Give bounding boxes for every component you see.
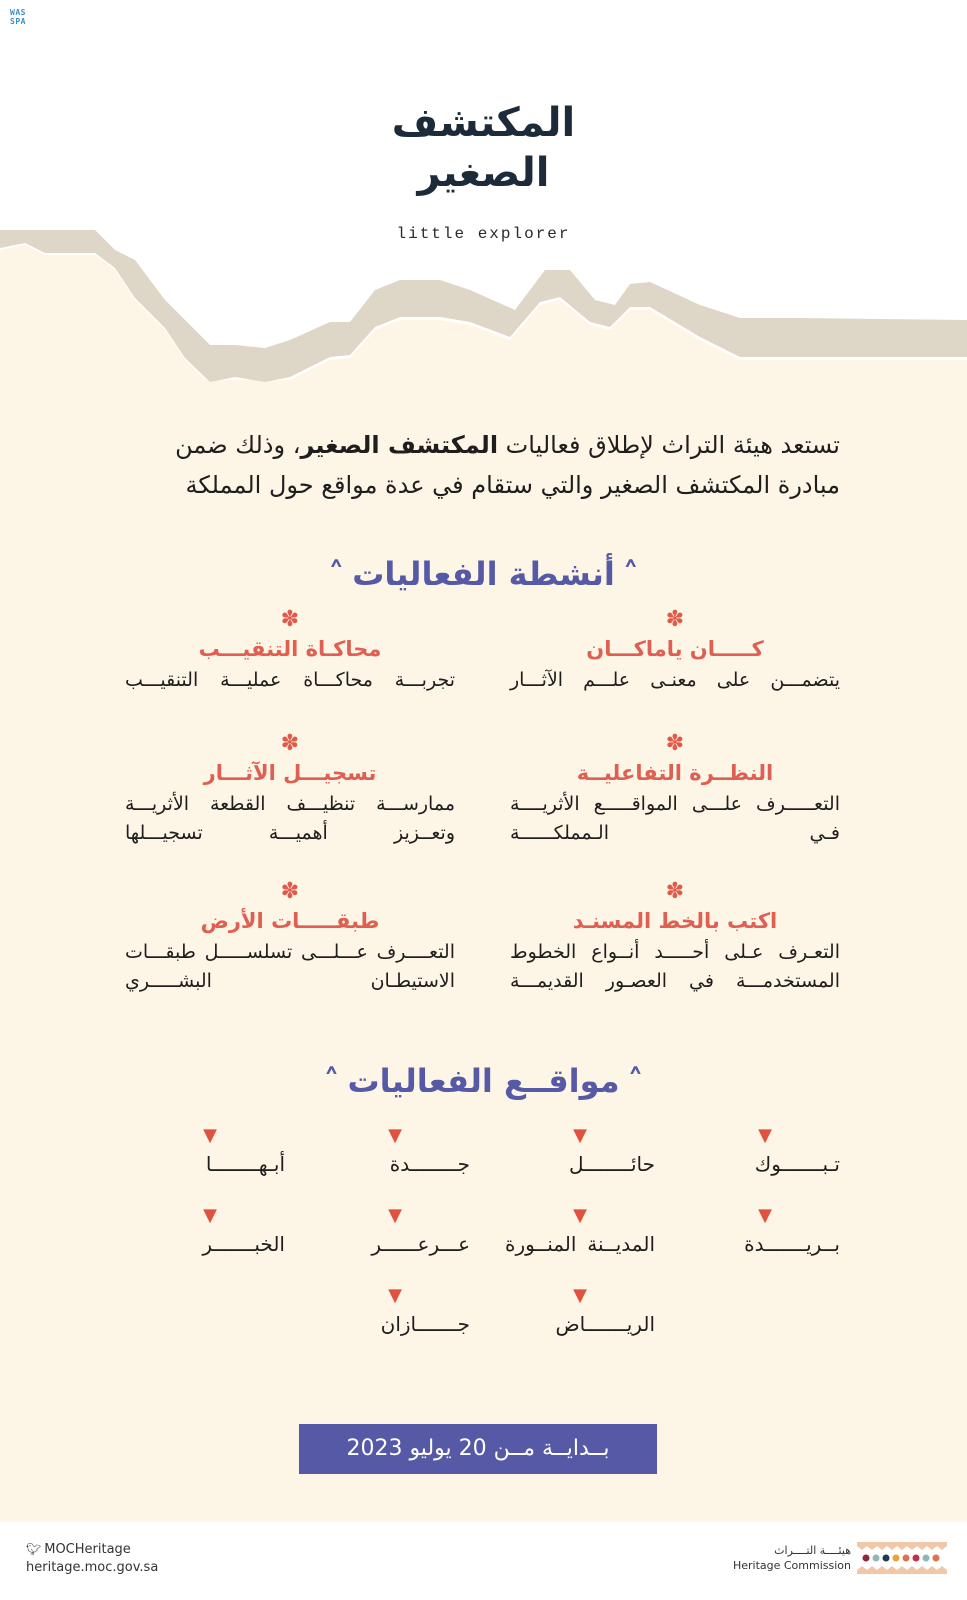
heritage-commission-brand [733, 1540, 947, 1576]
activity-item [125, 608, 455, 695]
activity-desc: التعـــــرف علـــى المواقـــــع الأثريــــة فـي الـمملكــــــة [510, 793, 840, 844]
activity-item [510, 608, 840, 695]
arrow-down-icon: ▼ [758, 1205, 772, 1226]
arrow-down-icon: ▼ [573, 1125, 587, 1146]
title-arabic-line2: الصغير [417, 150, 550, 196]
footer [0, 1522, 967, 1600]
location-item [320, 1125, 470, 1181]
location-item [505, 1205, 655, 1261]
ornament-icon: ˄ [622, 555, 639, 593]
arrow-down-icon: ▼ [573, 1285, 587, 1306]
city-name: أبـهــــــــا [205, 1152, 285, 1176]
city-name: المديــنة المنــورة [505, 1232, 655, 1256]
activity-name: اكتب بالخط المسنـد [572, 909, 778, 933]
title-english: little explorer [396, 225, 571, 243]
city-name: تـبـــــــوك [754, 1152, 840, 1176]
activity-name: تسجيـــل الآثـــار [203, 761, 377, 785]
org-name-english: Heritage Commission [732, 1559, 851, 1572]
flower-icon: ✽ [665, 731, 685, 756]
activity-item [510, 732, 840, 848]
city-name: عـــرعــــــر [371, 1232, 470, 1256]
start-date-banner: بــدايــة مــن 20 يوليو 2023 [299, 1424, 657, 1474]
ornament-icon: ˄ [323, 1062, 340, 1100]
city-name: الريـــــــاض [555, 1312, 655, 1336]
flower-icon: ✽ [280, 731, 300, 756]
arrow-down-icon: ▼ [573, 1205, 587, 1226]
location-item [690, 1125, 840, 1181]
activity-desc: يتضمـــن على معنـى علـــم الآثـــار [510, 669, 840, 691]
twitter-icon: 🐦︎ [26, 1542, 42, 1556]
city-name: حائــــــــل [568, 1152, 655, 1176]
location-item [320, 1285, 470, 1341]
ornament-icon: ˄ [627, 1062, 644, 1100]
location-item [690, 1205, 840, 1261]
activity-name: كـــــان ياماكـــان [586, 637, 764, 661]
activity-desc: تجربـــة محاكـــاة عمليـــة التنقيـــب [125, 669, 455, 691]
arrow-down-icon: ▼ [388, 1205, 402, 1226]
flower-icon: ✽ [280, 607, 300, 632]
activities-section-title [0, 555, 967, 593]
org-name-arabic: هيئــــة التــــراث [774, 1544, 851, 1557]
arrow-down-icon: ▼ [758, 1125, 772, 1146]
flower-icon: ✽ [280, 879, 300, 904]
heritage-commission-logo [857, 1540, 947, 1576]
arrow-down-icon: ▼ [203, 1205, 217, 1226]
activity-item [510, 880, 840, 996]
city-name: الخبـــــــر [202, 1232, 285, 1256]
flower-icon: ✽ [665, 607, 685, 632]
ornament-icon: ˄ [328, 555, 345, 593]
activity-desc: ممارســـة تنظيـــف القطعة الأثريـــة وتعــزيز أهميـــة تسجيـــلها [125, 793, 455, 844]
arrow-down-icon: ▼ [388, 1285, 402, 1306]
activity-item [125, 880, 455, 996]
activity-name: محاكـاة التنقيـــب [198, 637, 382, 661]
footer-contact [26, 1540, 158, 1577]
arrow-down-icon: ▼ [203, 1125, 217, 1146]
activity-desc: التعــــرف عـــلـــى تسلســـــل طبقـــات الاستيطـان البشـــــري [125, 941, 455, 992]
website-link[interactable]: heritage.moc.gov.sa [26, 1560, 159, 1575]
city-name: جـــــــازان [380, 1312, 470, 1336]
intro-text-bold: المكتشف الصغير [300, 431, 499, 459]
terrain-decoration [0, 230, 967, 390]
locations-title-text: مواقــع الفعاليات [347, 1062, 620, 1100]
activity-name: طبقـــــات الأرض [200, 909, 380, 933]
activity-name: النظــرة التفاعليــة [576, 761, 774, 785]
twitter-handle[interactable]: MOCHeritage [44, 1542, 131, 1557]
location-item [320, 1205, 470, 1261]
location-item [505, 1125, 655, 1181]
flower-icon: ✽ [665, 879, 685, 904]
city-name: جــــــــدة [389, 1152, 470, 1176]
activity-desc: التعـرف عـلى أحـــــد أنــواع الخطوط المستخدمـــة في العصـور القديمـــة [510, 941, 840, 992]
intro-text-after: ، وذلك ضمن مبادرة المكتشف الصغير والتي ستقام في عدة مواقع حول المملكة [175, 431, 840, 499]
location-item [505, 1285, 655, 1341]
title-arabic-line1: المكتشف [391, 100, 576, 146]
locations-section-title [0, 1062, 967, 1100]
activities-title-text: أنشطة الفعاليات [352, 555, 615, 593]
activity-item [125, 732, 455, 848]
spa-logo: WAS SPA [10, 8, 26, 26]
arrow-down-icon: ▼ [388, 1125, 402, 1146]
location-item [135, 1205, 285, 1261]
location-item [135, 1125, 285, 1181]
intro-paragraph [125, 425, 840, 505]
city-name: بــريـــــــدة [744, 1232, 840, 1256]
intro-text-before: تستعد هيئة التراث لإطلاق فعاليات [498, 431, 840, 459]
